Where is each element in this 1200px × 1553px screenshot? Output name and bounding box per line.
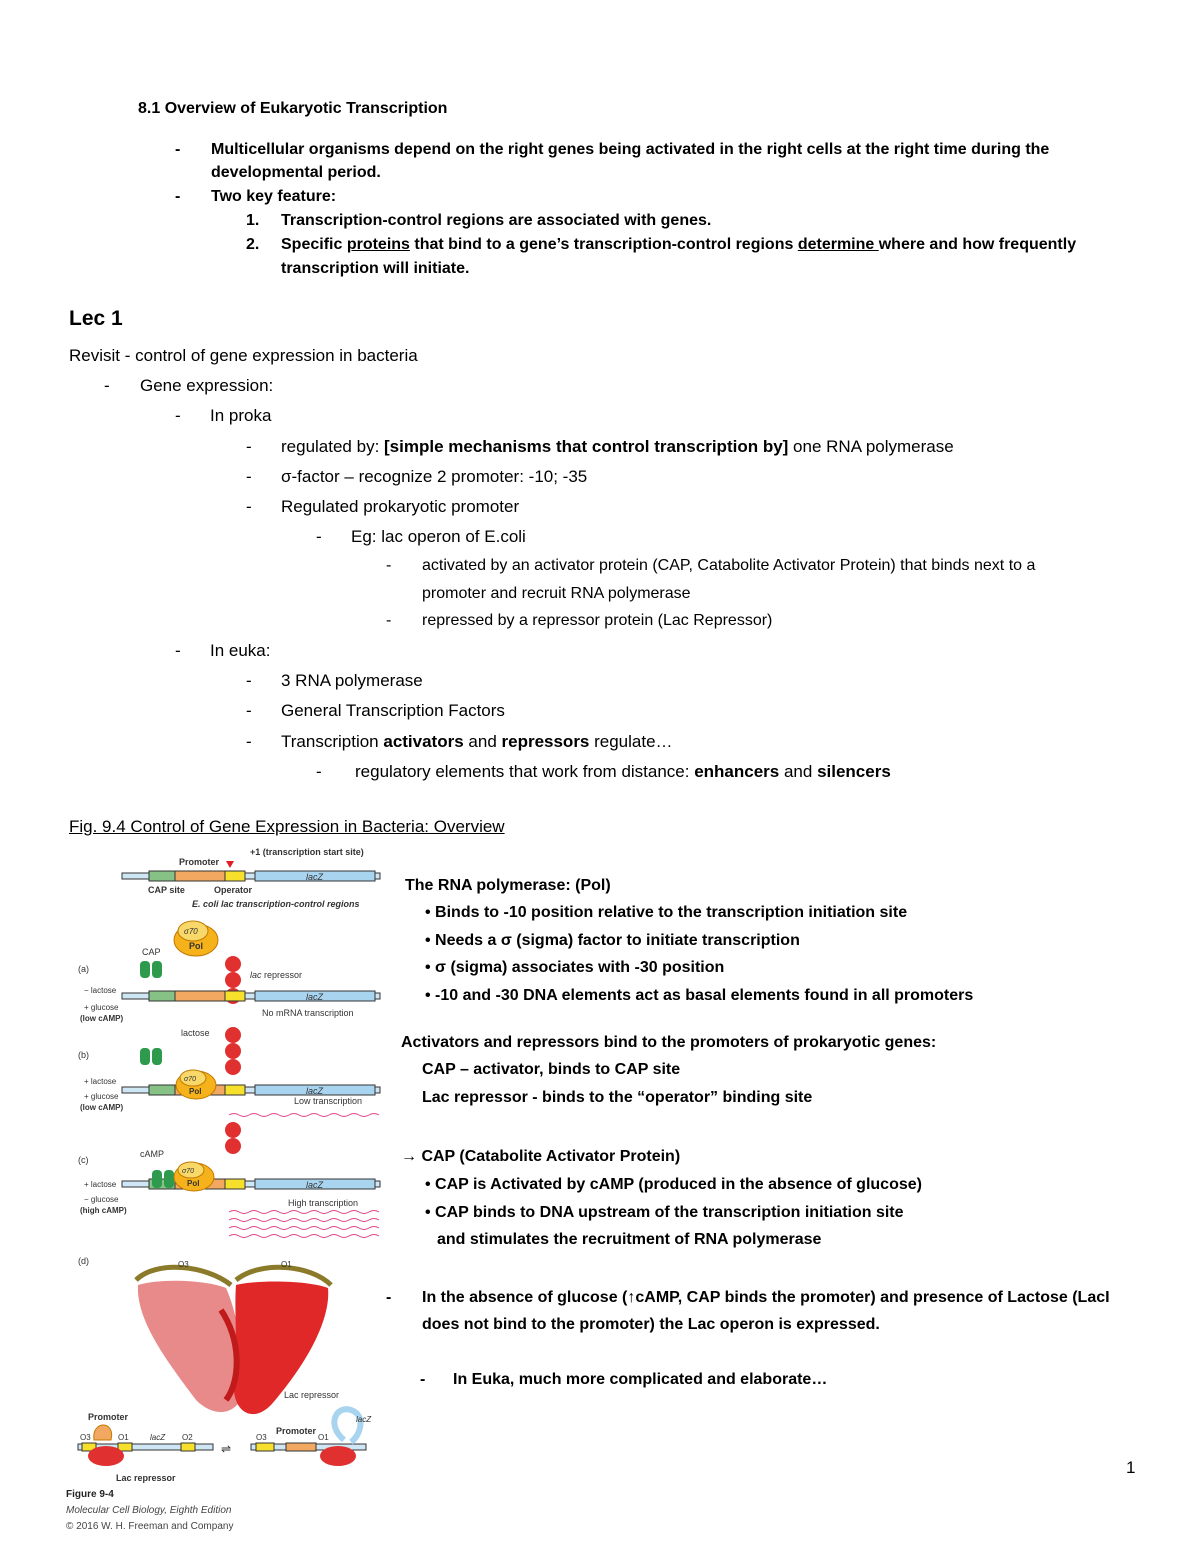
label-condition: − lactose	[84, 986, 117, 995]
label-pol: Pol	[189, 941, 204, 951]
list-number: 2.	[246, 236, 260, 253]
label-o3: O3	[80, 1433, 91, 1442]
lec-text	[281, 732, 673, 752]
label-lactose: lactose	[181, 1028, 210, 1038]
promoter-region	[175, 871, 225, 881]
note-bullet: • Binds to -10 position relative to the transcription initiation site	[425, 904, 908, 921]
label-plus1: +1 (transcription start site)	[250, 847, 364, 857]
dash: -	[386, 557, 392, 574]
lec-text: In euka:	[210, 641, 271, 660]
label-o3: O3	[256, 1433, 267, 1442]
dash: -	[420, 1371, 426, 1388]
label-lac-repressor: Lac repressor	[284, 1390, 340, 1400]
label-o1: O1	[318, 1433, 329, 1442]
list-item: Transcription-control regions are associated with genes.	[281, 212, 712, 229]
lec-heading: Lec 1	[69, 307, 123, 330]
mrna-strand	[229, 1211, 379, 1214]
cap-protein	[164, 1170, 174, 1188]
text-run: Specific	[281, 236, 347, 253]
bullet-text: Multicellular organisms depend on the right genes being activated in the right cells at the right time during the	[211, 141, 1050, 158]
label-cap-site: CAP site	[148, 885, 185, 895]
panel-c: (c)	[78, 1155, 89, 1165]
note-bullet: • -10 and -30 DNA elements act as basal elements found in all promoters	[425, 987, 974, 1004]
lec-text: repressed by a repressor protein (Lac Repressor)	[422, 612, 773, 629]
lec-text: σ-factor – recognize 2 promoter: -10; -35	[281, 467, 588, 486]
dna-loop	[94, 1425, 112, 1440]
cap-protein	[152, 1048, 162, 1065]
text-run: Transcription	[281, 732, 384, 751]
label-high-transcription: High transcription	[288, 1198, 359, 1208]
label-lacz: lacZ	[150, 1433, 166, 1442]
list-item: transcription will initiate.	[281, 260, 470, 277]
label-low-transcription: Low transcription	[294, 1096, 363, 1106]
lec-text: General Transcription Factors	[281, 701, 505, 720]
label-condition: + glucose	[84, 1003, 119, 1012]
dash: -	[175, 141, 181, 158]
bold-run: enhancers	[694, 762, 780, 781]
figure-copyright: © 2016 W. H. Freeman and Company	[66, 1521, 234, 1532]
cap-protein	[152, 1170, 162, 1188]
note-bullet: • CAP is Activated by cAMP (produced in the absence of glucose)	[425, 1176, 922, 1193]
label-sigma70: σ70	[184, 1076, 197, 1083]
dash: -	[175, 188, 181, 205]
label-lacz: lacZ	[306, 992, 324, 1002]
section-title: 8.1 Overview of Eukaryotic Transcription	[138, 100, 448, 117]
note-bullet: • Needs a σ (sigma) factor to initiate transcription	[425, 932, 800, 949]
bold-run: activators	[383, 732, 464, 751]
label-lacz: lacZ	[306, 1180, 324, 1190]
note-text: CAP – activator, binds to CAP site	[422, 1061, 681, 1078]
text-run: regulatory elements that work from distance:	[355, 762, 695, 781]
dash: -	[175, 406, 181, 425]
dash: -	[246, 671, 252, 690]
text-run: regulated by:	[281, 437, 385, 456]
repressor-subunit	[225, 1059, 241, 1075]
lec-text: Gene expression:	[140, 376, 274, 395]
cap-site	[149, 1085, 175, 1095]
lec-text: Regulated prokaryotic promoter	[281, 497, 520, 516]
label-condition: − glucose	[84, 1195, 119, 1204]
lec-text	[355, 762, 891, 782]
text-run: that bind to a gene’s transcription-control regions	[409, 236, 798, 253]
label-no-mrna: No mRNA transcription	[262, 1008, 354, 1018]
arrow-icon	[226, 861, 234, 868]
cap-site	[149, 871, 175, 881]
cap-protein	[152, 961, 162, 978]
operator-region	[225, 1179, 245, 1189]
dash: -	[175, 641, 181, 660]
note-title: → CAP (Catabolite Activator Protein)	[401, 1148, 681, 1165]
label-sigma70: σ70	[184, 927, 198, 936]
label-o3: O3	[178, 1260, 189, 1269]
label-camp-level: (high cAMP)	[80, 1206, 127, 1215]
label-pol: Pol	[187, 1179, 200, 1188]
lec-text: promoter and recruit RNA polymerase	[422, 585, 691, 602]
label-camp: cAMP	[140, 1149, 165, 1159]
lec-text: In proka	[210, 406, 272, 425]
repressor-subunit	[225, 972, 241, 988]
text-run: and	[463, 732, 502, 751]
label-condition: + glucose	[84, 1092, 119, 1101]
label-promoter: Promoter	[276, 1426, 317, 1436]
dash: -	[246, 437, 252, 456]
repressor-subunit	[225, 1043, 241, 1059]
list-number: 1.	[246, 212, 260, 229]
label-lacz: lacZ	[306, 872, 324, 882]
panel-a: (a)	[78, 964, 89, 974]
mrna-strand	[229, 1227, 379, 1230]
repressor-protein	[88, 1446, 124, 1466]
mrna-strand	[229, 1219, 379, 1222]
lec-text: Eg: lac operon of E.coli	[351, 527, 526, 546]
lac-operon-figure	[66, 840, 396, 1540]
text-run: regulate…	[589, 732, 673, 751]
note-text: and stimulates the recruitment of RNA polymerase	[437, 1231, 822, 1248]
label-condition: + lactose	[84, 1077, 117, 1086]
label-promoter: Promoter	[88, 1412, 129, 1422]
repressor-protein	[320, 1446, 356, 1466]
repressor-subunit	[225, 1138, 241, 1154]
note-text: In Euka, much more complicated and elaborate…	[453, 1371, 828, 1388]
label-cap: CAP	[142, 947, 161, 957]
label-lacz: lacZ	[356, 1415, 372, 1424]
operator-region	[181, 1443, 195, 1451]
lec-text: 3 RNA polymerase	[281, 671, 423, 690]
note-text: Lac repressor - binds to the “operator” binding site	[422, 1089, 813, 1106]
text-run: lac	[250, 970, 262, 980]
dash: -	[316, 762, 322, 781]
label-regions: E. coli lac transcription-control regions	[192, 899, 360, 909]
label-o1: O1	[118, 1433, 129, 1442]
bold-run: [simple mechanisms that control transcription by]	[384, 437, 789, 456]
figure-number: Figure 9-4	[66, 1489, 114, 1500]
operator-region	[225, 1085, 245, 1095]
label-sigma70: σ70	[182, 1168, 195, 1175]
list-item	[281, 235, 1076, 255]
repressor-subunit	[225, 1027, 241, 1043]
operator-region	[225, 991, 245, 1001]
note-bullet: • CAP binds to DNA upstream of the transcription initiation site	[425, 1204, 904, 1221]
text-run: where and how frequently	[878, 236, 1077, 253]
bold-run: silencers	[817, 762, 891, 781]
repressor-subunit	[225, 1122, 241, 1138]
note-title: Activators and repressors bind to the promoters of prokaryotic genes:	[401, 1034, 937, 1051]
label-lacz: lacZ	[306, 1086, 324, 1096]
promoter-region	[286, 1443, 316, 1451]
label-lac-repressor: Lac repressor	[116, 1473, 176, 1483]
note-bullet: • σ (sigma) associates with -30 position	[425, 959, 725, 976]
dash: -	[246, 701, 252, 720]
bullet-text: Two key feature:	[211, 188, 337, 205]
label-promoter: Promoter	[179, 857, 220, 867]
lec-text: activated by an activator protein (CAP, Catabolite Activator Protein) that binds next to a	[422, 557, 1036, 574]
panel-b: (b)	[78, 1050, 89, 1060]
label-camp-level: (low cAMP)	[80, 1014, 124, 1023]
note-title: The RNA polymerase: (Pol)	[405, 877, 611, 894]
dash: -	[246, 732, 252, 751]
dash: -	[386, 1289, 392, 1306]
dash: -	[246, 467, 252, 486]
panel-d: (d)	[78, 1256, 89, 1266]
underlined-word: proteins	[346, 236, 410, 253]
label-pol: Pol	[189, 1087, 202, 1096]
underlined-word: determine	[797, 236, 879, 253]
cap-protein	[140, 1048, 150, 1065]
mrna-strand	[229, 1114, 379, 1117]
dash: -	[104, 376, 110, 395]
lec-text: Revisit - control of gene expression in bacteria	[69, 346, 418, 365]
cap-protein	[140, 961, 150, 978]
equilibrium-icon: ⇌	[221, 1442, 232, 1456]
operator-region	[256, 1443, 274, 1451]
page-number: 1	[1126, 1458, 1136, 1477]
lec-text	[281, 437, 954, 457]
cap-site	[149, 991, 175, 1001]
note-text: does not bind to the promoter) the Lac operon is expressed.	[422, 1316, 880, 1333]
dash: -	[386, 612, 392, 629]
label-o2: O2	[182, 1433, 193, 1442]
label-camp-level: (low cAMP)	[80, 1103, 124, 1112]
operator-region	[225, 871, 245, 881]
label-operator: Operator	[214, 885, 253, 895]
text-run: and	[779, 762, 818, 781]
figure-book: Molecular Cell Biology, Eighth Edition	[66, 1505, 232, 1516]
dash: -	[316, 527, 322, 546]
dash: -	[246, 497, 252, 516]
note-text: In the absence of glucose (↑cAMP, CAP binds the promoter) and presence of Lactose (LacI	[422, 1289, 1110, 1306]
promoter-region	[175, 991, 225, 1001]
label-lac-repressor: lac repressor	[250, 970, 303, 980]
repressor-subunit	[225, 956, 241, 972]
label-o1: O1	[281, 1260, 292, 1269]
figure-caption: Fig. 9.4 Control of Gene Expression in Bacteria: Overview	[69, 817, 505, 836]
text-run: one RNA polymerase	[788, 437, 954, 456]
bullet-text: developmental period.	[211, 164, 381, 181]
bold-run: repressors	[501, 732, 590, 751]
label-condition: + lactose	[84, 1180, 117, 1189]
mrna-strand	[229, 1235, 379, 1238]
